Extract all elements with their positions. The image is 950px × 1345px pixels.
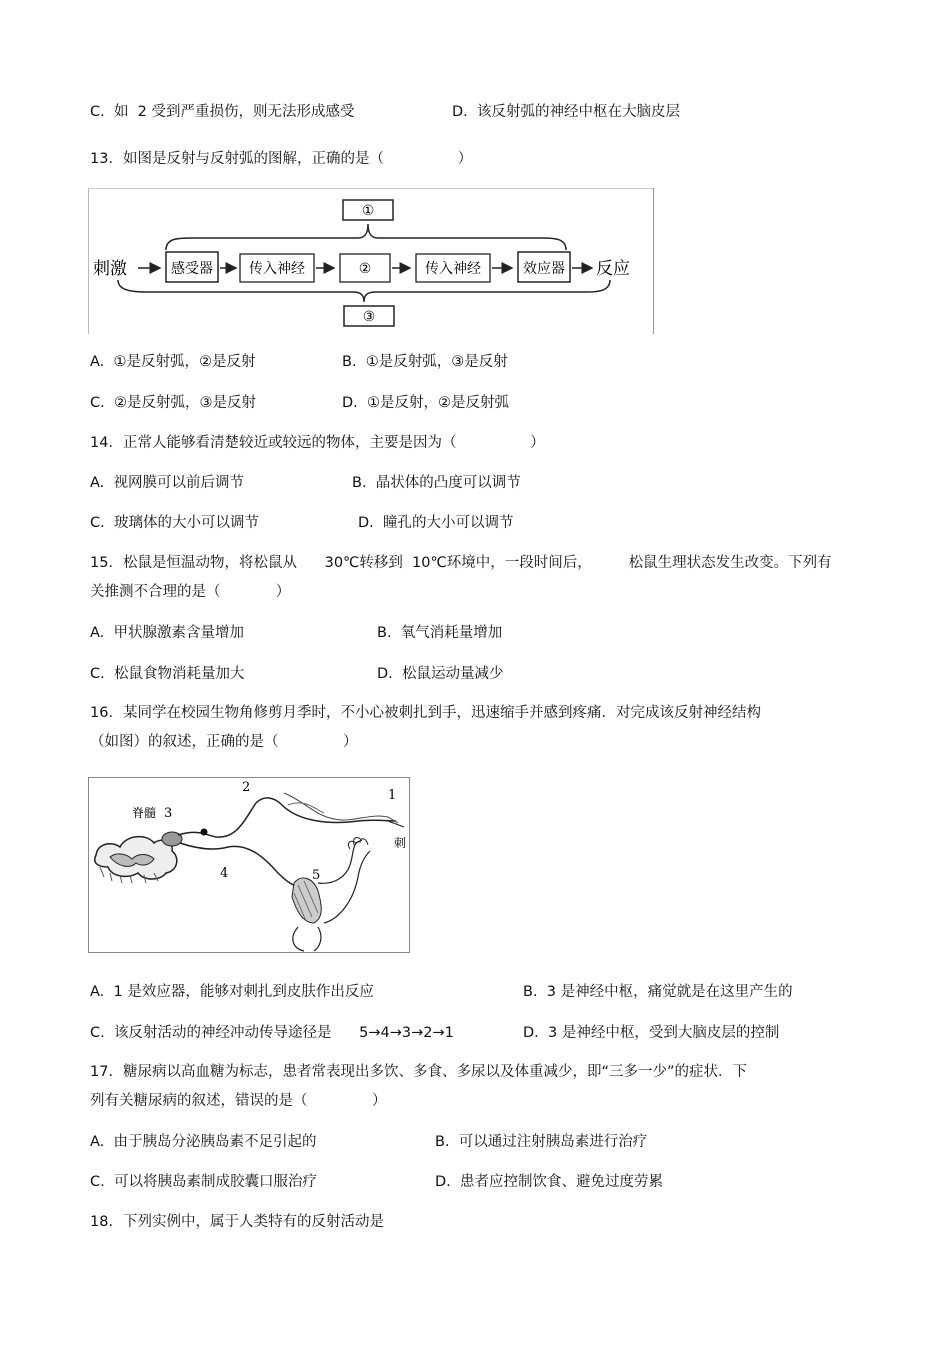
q17-option-d: D. 患者应控制饮食、避免过度劳累: [435, 1174, 663, 1190]
reflex-nerve-figure: [88, 777, 410, 953]
q16-option-b: B. 3 是神经中枢，痛觉就是在这里产生的: [523, 984, 793, 1000]
fig13-label-top: ①: [361, 203, 375, 219]
fig16-label-thorn: 刺: [394, 836, 407, 850]
q18-stem: 18．下列实例中，属于人类特有的反射活动是: [90, 1214, 384, 1230]
q13-option-a: A. ①是反射弧，②是反射: [90, 354, 256, 370]
fig13-response: 反应: [596, 259, 630, 279]
q17-stem-line2: 列有关糖尿病的叙述，错误的是（ ）: [90, 1093, 387, 1109]
fig13-afferent: 传入神经: [249, 261, 305, 277]
fig13-receptor: 感受器: [171, 261, 213, 277]
q17-option-a: A. 由于胰岛分泌胰岛素不足引起的: [90, 1134, 317, 1150]
q14-option-a: A. 视网膜可以前后调节: [90, 475, 244, 491]
q15-option-b: B. 氧气消耗量增加: [377, 625, 503, 641]
fig16-label-2: 2: [242, 780, 251, 795]
fig13-label-bottom: ③: [362, 309, 376, 325]
fig13-effector: 效应器: [523, 261, 565, 277]
q17-option-c: C. 可以将胰岛素制成胶囊口服治疗: [90, 1174, 317, 1190]
q16-stem-line1: 16．某同学在校园生物角修剪月季时，不小心被刺扎到手，迅速缩手并感到疼痛．对完成该反射神经结构: [90, 705, 761, 721]
q14-option-b: B. 晶状体的凸度可以调节: [352, 475, 521, 491]
q16-option-d: D. 3 是神经中枢，受到大脑皮层的控制: [523, 1025, 780, 1041]
q14-option-c: C. 玻璃体的大小可以调节: [90, 515, 259, 531]
q13-option-b: B. ①是反射弧，③是反射: [342, 354, 508, 370]
q17-option-b: B. 可以通过注射胰岛素进行治疗: [435, 1134, 648, 1150]
fig13-efferent: 传入神经: [425, 261, 481, 277]
q15-option-a: A. 甲状腺激素含量增加: [90, 625, 244, 641]
q15-stem-line2: 关推测不合理的是（ ）: [90, 584, 291, 600]
reflex-arc-diagram: [88, 188, 654, 334]
q13-option-d: D. ①是反射，②是反射弧: [342, 395, 509, 411]
q15-option-c: C. 松鼠食物消耗量加大: [90, 666, 245, 682]
q17-stem-line1: 17．糖尿病以高血糖为标志，患者常表现出多饮、多食、多尿以及体重减少，即“三多一少”的症状．下: [90, 1064, 747, 1080]
q14-option-d: D. 瞳孔的大小可以调节: [358, 515, 514, 531]
q15-stem-line1: 15．松鼠是恒温动物，将松鼠从 30℃转移到 10℃环境中，一段时间后， 松鼠生理状态发生改变。下列有: [90, 555, 832, 571]
fig16-label-5: 5: [312, 868, 321, 883]
q16-option-c: C. 该反射活动的神经冲动传导途径是 5→4→3→2→1: [90, 1025, 454, 1041]
q13-option-c: C. ②是反射弧，③是反射: [90, 395, 256, 411]
q16-option-a: A. 1 是效应器，能够对刺扎到皮肤作出反应: [90, 984, 374, 1000]
fig16-label-1: 1: [388, 788, 397, 803]
fig16-label-4: 4: [220, 866, 229, 881]
q12-option-d: D. 该反射弧的神经中枢在大脑皮层: [452, 104, 680, 120]
fig13-label-mid: ②: [358, 261, 372, 277]
fig13-stimulus: 刺激: [93, 259, 127, 279]
q15-option-d: D. 松鼠运动量减少: [377, 666, 504, 682]
fig16-label-spinal-cord: 脊髓: [132, 806, 157, 820]
q13-stem: 13．如图是反射与反射弧的图解，正确的是（ ）: [90, 151, 473, 167]
q12-option-c: C. 如 2 受到严重损伤，则无法形成感受: [90, 104, 355, 120]
fig16-label-3: 3: [164, 806, 173, 821]
q16-stem-line2: （如图）的叙述，正确的是（ ）: [90, 734, 358, 750]
q14-stem: 14．正常人能够看清楚较近或较远的物体，主要是因为（ ）: [90, 435, 545, 451]
